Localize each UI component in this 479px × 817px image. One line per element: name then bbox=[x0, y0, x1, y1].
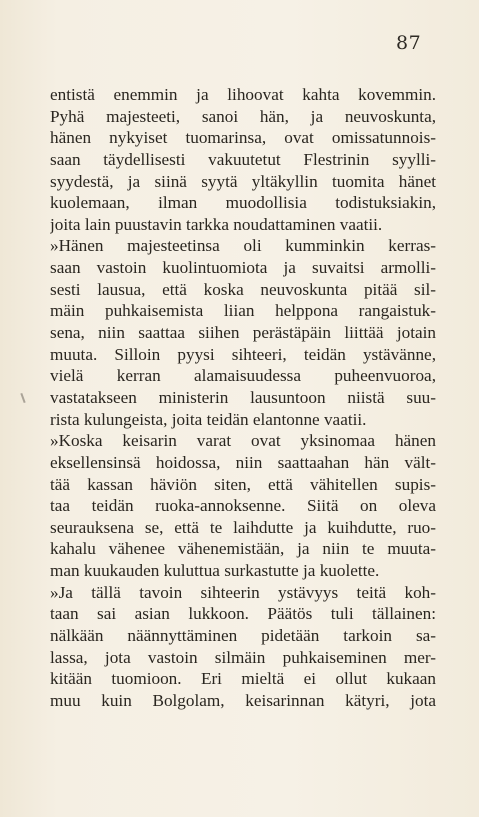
text-line: seurauksena se, että te laihdutte ja kuihdutte, ruo- bbox=[50, 517, 436, 537]
page-number: 87 bbox=[396, 32, 422, 54]
text-line: kuolemaan, ilman muodollisia todistuksiakin, bbox=[50, 193, 436, 213]
text-line: hänen nykyiset tuomarinsa, ovat omissatunnois- bbox=[50, 128, 436, 148]
text-line: syydestä, ja siinä syytä yltäkyllin tuomita hänet bbox=[50, 171, 436, 191]
text-line: Pyhä majesteeti, sanoi hän, ja neuvoskunta, bbox=[50, 106, 436, 126]
text-line: saan vastoin kuolintuomiota ja suvaitsi armolli- bbox=[50, 258, 436, 278]
text-line: muu kuin Bolgolam, keisarinnan kätyri, jota bbox=[50, 690, 436, 710]
text-line: entistä enemmin ja lihoovat kahta kovemmin. bbox=[50, 85, 436, 104]
text-line: man kuukauden kuluttua surkastutte ja kuolette. bbox=[50, 561, 380, 581]
text-line: vastatakseen ministerin lausuntoon niistä suu- bbox=[50, 387, 436, 407]
text-line: »Ja tällä tavoin sihteerin ystävyys teitä koh- bbox=[50, 582, 436, 602]
text-line: mäin puhkaisemista liian helppona rangaistuk- bbox=[50, 301, 436, 321]
text-line: tää kassan häviön siten, että vähitellen supis- bbox=[50, 474, 436, 494]
text-line: muuta. Silloin pyysi sihteeri, teidän ystävänne, bbox=[50, 344, 436, 364]
body-text bbox=[50, 84, 436, 712]
text-line: sena, niin saattaa siihen perästäpäin liittää jotain bbox=[50, 323, 436, 343]
text-line: »Koska keisarin varat ovat yksinomaa hänen bbox=[50, 431, 436, 451]
text-line: nälkään näännyttäminen pidetään tarkoin sa- bbox=[50, 626, 436, 646]
margin-mark bbox=[20, 393, 25, 403]
text-line: rista kulungeista, joita teidän elantonne vaatii. bbox=[50, 409, 367, 429]
text-line: kahalu vähenee vähenemistään, ja niin te muuta- bbox=[50, 539, 436, 559]
text-line: »Hänen majesteetinsa oli kumminkin kerras- bbox=[50, 236, 436, 256]
text-line: kitään tuomioon. Eri mieltä ei ollut kukaan bbox=[50, 669, 436, 689]
text-line: lassa, jota vastoin silmäin puhkaiseminen mer- bbox=[50, 647, 436, 667]
text-line: eksellensinsä hoidossa, niin saattaahan hän vält- bbox=[50, 452, 436, 472]
text-line: saan täydellisesti vakuutetut Flestrinin syylli- bbox=[50, 149, 436, 169]
text-line: taan sai asian lukkoon. Päätös tuli tällainen: bbox=[50, 604, 436, 624]
text-line: taa teidän ruoka-annoksenne. Siitä on oleva bbox=[50, 496, 436, 516]
text-line: vielä kerran alamaisuudessa puheenvuoroa, bbox=[50, 366, 436, 386]
text-line: joita lain puustavin tarkka noudattaminen vaatii. bbox=[50, 214, 383, 234]
text-line: sesti lausua, että koska neuvoskunta pitää sil- bbox=[50, 279, 436, 299]
